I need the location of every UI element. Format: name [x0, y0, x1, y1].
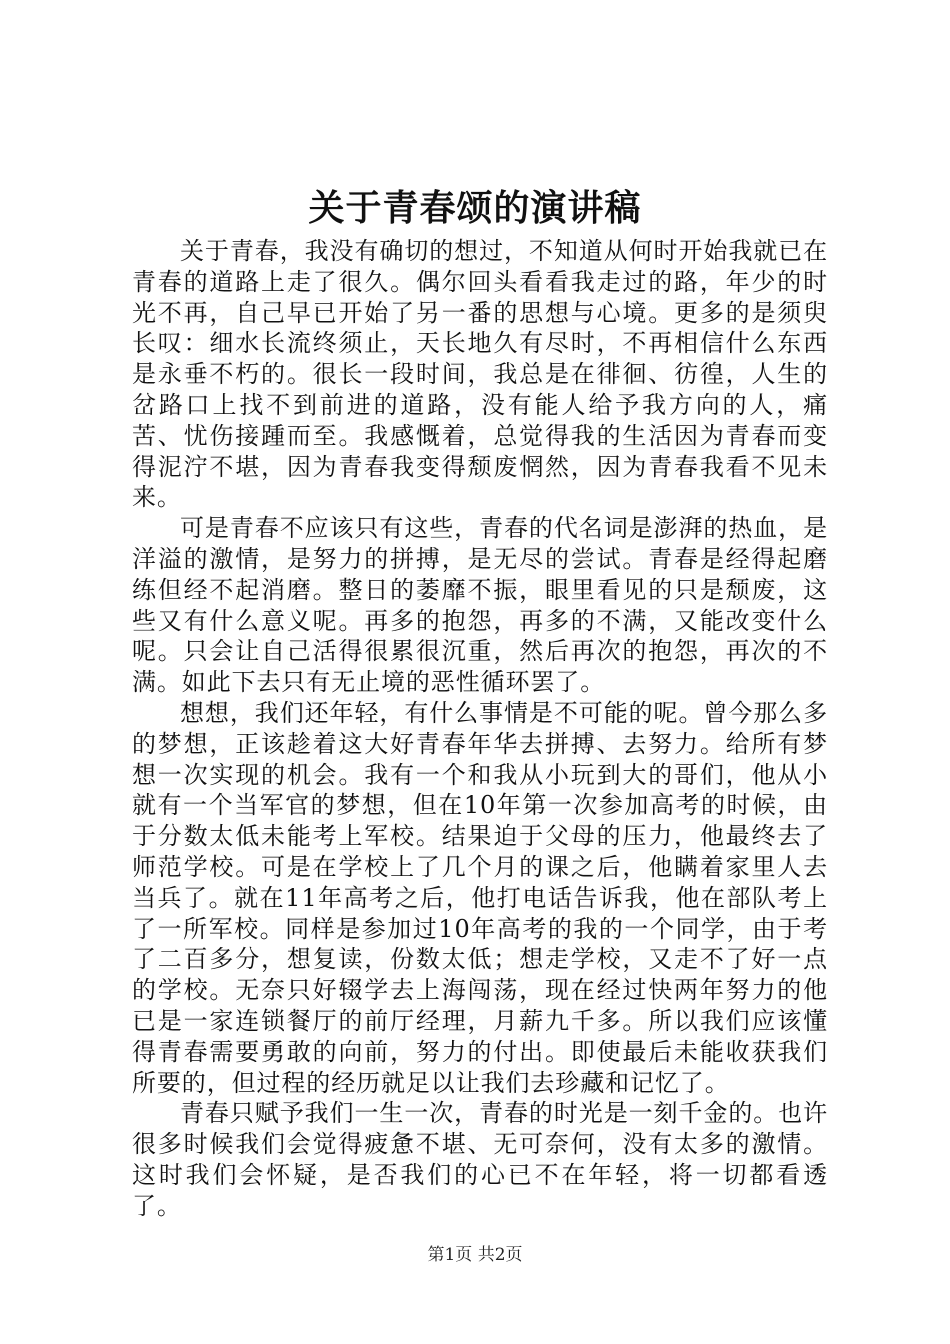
document-body	[132, 236, 828, 1222]
page-number-footer: 第1页 共2页	[427, 1245, 523, 1265]
paragraph-4: 青春只赋予我们一生一次，青春的时光是一刻千金的。也许很多时候我们会觉得疲惫不堪、无可奈何，没有太多的激情。这时我们会怀疑，是否我们的心已不在年轻，将一切都看透了。	[132, 1099, 828, 1220]
paragraph-2: 可是青春不应该只有这些，青春的代名词是澎湃的热血，是洋溢的激情，是努力的拼搏，是无尽的尝试。青春是经得起磨练但经不起消磨。整日的萎靡不振，眼里看见的只是颓废，这些又有什么意义呢。再多的抱怨，再多的不满，又能改变什么呢。只会让自己活得很累很沉重，然后再次的抱怨，再次的不满。如此下去只有无止境的恶性循环罢了。	[132, 514, 828, 697]
paragraph-1: 关于青春，我没有确切的想过，不知道从何时开始我就已在青春的道路上走了很久。偶尔回头看看我走过的路，年少的时光不再，自己早已开始了另一番的思想与心境。更多的是须臾长叹：细水长流终须止，天长地久有尽时，不再相信什么东西是永垂不朽的。很长一段时间，我总是在徘徊、彷徨，人生的岔路口上找不到前进的道路，没有能人给予我方向的人，痛苦、忧伤接踵而至。我感慨着，总觉得我的生活因为青春而变得泥泞不堪，因为青春我变得颓废惘然，因为青春我看不见未来。	[132, 237, 828, 512]
document-title: 关于青春颂的演讲稿	[308, 187, 642, 229]
paragraph-3: 想想，我们还年轻，有什么事情是不可能的呢。曾今那么多的梦想，正该趁着这大好青春年华去拼搏、去努力。给所有梦想一次实现的机会。我有一个和我从小玩到大的哥们，他从小就有一个当军官的梦想，但在10年第一次参加高考的时候，由于分数太低未能考上军校。结果迫于父母的压力，他最终去了师范学校。可是在学校上了几个月的课之后，他瞒着家里人去当兵了。就在11年高考之后，他打电话告诉我，他在部队考上了一所军校。同样是参加过10年高考的我的一个同学，由于考了二百多分，想复读，份数太低；想走学校，又走不了好一点的学校。无奈只好辍学去上海闯荡，现在经过快两年努力的他已是一家连锁餐厅的前厅经理，月薪九千多。所以我们应该懂得青春需要勇敢的向前，努力的付出。即使最后未能收获我们所要的，但过程的经历就足以让我们去珍藏和记忆了。	[132, 698, 828, 1097]
